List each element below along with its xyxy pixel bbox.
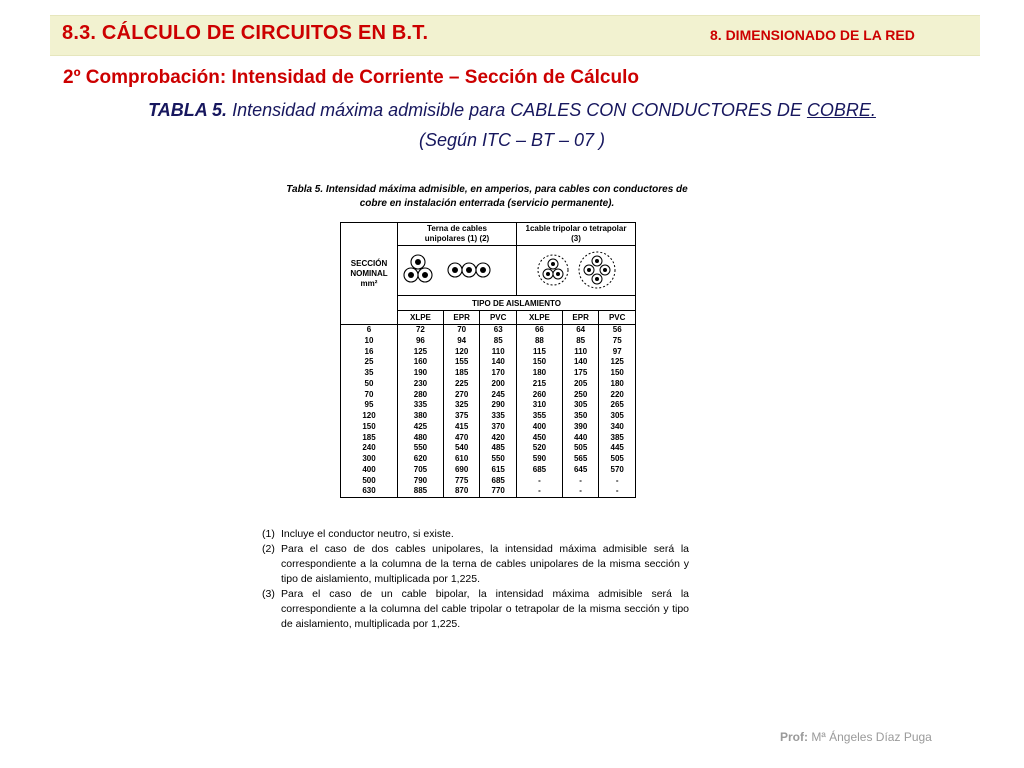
table-cell: 110	[491, 346, 505, 356]
table-caption	[262, 183, 712, 211]
multipolar-cable-figure	[517, 246, 636, 296]
table-cell: 230	[413, 378, 428, 388]
footnote	[262, 587, 689, 632]
table-cell: 70	[457, 325, 467, 334]
section-label: 8. DIMENSIONADO DE LA RED	[710, 27, 915, 43]
table-cell: 150	[610, 368, 624, 377]
values-column-tripolar-epr	[562, 325, 599, 498]
table-cell: 685	[491, 475, 505, 485]
table-cell: 270	[454, 389, 469, 399]
table-cell: 350	[573, 411, 588, 420]
group-header-unipolar	[398, 223, 517, 246]
table-cell: -	[615, 486, 619, 496]
table-cell: 63	[493, 325, 503, 334]
column-header-pvc: PVC	[599, 311, 636, 325]
section-value: 10	[364, 335, 374, 345]
table-cell: 770	[491, 486, 505, 496]
table-cell: 505	[573, 443, 588, 453]
table-cell: 305	[573, 400, 588, 410]
table-cell: 310	[532, 400, 547, 410]
values-column-tripolar-xlpe	[517, 325, 563, 498]
ampacity-table	[340, 222, 636, 498]
table-cell: 335	[413, 400, 428, 410]
table-cell: -	[538, 486, 541, 496]
table-cell: 610	[454, 454, 469, 463]
section-value: 400	[362, 464, 376, 474]
table-cell: 175	[573, 368, 588, 377]
table-cell: 220	[610, 389, 624, 399]
section-header	[341, 223, 398, 325]
table-cell: -	[615, 475, 619, 485]
group-header-line: unipolares (1) (2)	[424, 234, 490, 243]
table-cell: 155	[454, 357, 469, 367]
table-cell: 690	[454, 464, 469, 474]
table-cell: 180	[532, 368, 547, 377]
footnote	[262, 542, 689, 587]
table-cell: 775	[454, 475, 469, 485]
table-cell: 380	[413, 411, 428, 420]
table-cell: 120	[454, 346, 469, 356]
section-value: 25	[364, 357, 374, 367]
table-cell: -	[579, 475, 582, 485]
table-cell: 885	[413, 486, 428, 496]
column-header-pvc: PVC	[480, 311, 517, 325]
table-cell: 645	[573, 464, 588, 474]
table-cell: 335	[491, 411, 505, 420]
table-heading-label: TABLA 5.	[148, 100, 228, 120]
table-cell: 215	[532, 378, 547, 388]
insulation-header: TIPO DE AISLAMIENTO	[398, 296, 636, 311]
footer-label: Prof:	[780, 730, 808, 744]
column-header-epr: EPR	[562, 311, 599, 325]
caption-line-1: Tabla 5. Intensidad máxima admisible, en amperios, para cables con conductores de	[286, 184, 688, 195]
group-header-line: Terna de cables	[427, 224, 487, 233]
table-cell: 115	[532, 346, 546, 356]
values-column-unipolar-xlpe	[398, 325, 444, 498]
table-cell: 445	[610, 443, 624, 453]
table-cell: 94	[457, 335, 467, 345]
section-value: 70	[364, 389, 374, 399]
column-header-epr: EPR	[443, 311, 480, 325]
table-cell: 620	[413, 454, 428, 463]
section-value: 300	[362, 454, 376, 463]
subtitle: 2º Comprobación: Intensidad de Corriente – Sección de Cálculo	[63, 67, 639, 88]
table-cell: 375	[454, 411, 469, 420]
table-cell: 450	[532, 432, 547, 442]
section-value: 150	[362, 421, 376, 431]
unipolar-cables-icon	[398, 248, 516, 292]
table-cell: 565	[573, 454, 588, 463]
section-value: 50	[364, 378, 374, 388]
table-cell: 185	[454, 368, 469, 377]
section-header-line: SECCIÓN	[350, 258, 388, 268]
section-header-unit: mm²	[360, 278, 378, 288]
column-header-xlpe: XLPE	[517, 311, 563, 325]
table-cell: 150	[532, 357, 547, 367]
table-cell: 280	[413, 389, 428, 399]
footnote-number: (2)	[262, 543, 275, 555]
table-cell: 200	[491, 378, 505, 388]
table-cell: 470	[454, 432, 469, 442]
table-cell: 260	[532, 389, 547, 399]
author-footer	[780, 730, 932, 744]
section-value: 500	[362, 475, 376, 485]
table-cell: -	[579, 486, 582, 496]
table-cell: 485	[491, 443, 505, 453]
table-cell: 550	[491, 454, 505, 463]
table-cell: 590	[532, 454, 547, 463]
table-cell: 480	[413, 432, 428, 442]
table-heading-emphasis: COBRE.	[806, 100, 876, 120]
footer-name: Mª Ángeles Díaz Puga	[808, 730, 932, 744]
footnote-text: Para el caso de un cable bipolar, la intensidad máxima admisible será la correspondiente a la columna del cable tripolar o tetrapolar de la misma sección y tipo de aislamiento, multiplicada por 1,225.	[281, 588, 689, 630]
table-cell: 305	[610, 411, 624, 420]
caption-line-2: cobre en instalación enterrada (servicio permanente).	[359, 198, 615, 209]
table-cell: 96	[415, 335, 425, 345]
footnote	[262, 527, 689, 542]
table-cell: 56	[612, 325, 622, 334]
footnote-number: (1)	[262, 528, 275, 540]
section-value: 185	[362, 432, 376, 442]
table-cell: 425	[413, 421, 428, 431]
table-cell: 180	[610, 378, 624, 388]
section-value: 16	[364, 346, 374, 356]
table-cell: 325	[454, 400, 469, 410]
table-cell: 370	[491, 421, 505, 431]
table-cell: 505	[610, 454, 624, 463]
table-cell: 85	[576, 335, 586, 345]
table-cell: 205	[573, 378, 588, 388]
values-column-unipolar-pvc	[480, 325, 517, 498]
table-cell: 550	[413, 443, 428, 453]
footnotes	[262, 527, 689, 632]
table-cell: 400	[532, 421, 547, 431]
table-cell: 290	[491, 400, 505, 410]
table-cell: 66	[534, 325, 544, 334]
group-header-line: (3)	[571, 234, 581, 243]
page-title: 8.3. CÁLCULO DE CIRCUITOS EN B.T.	[62, 22, 429, 44]
table-cell: 390	[573, 421, 588, 431]
table-cell: 125	[610, 357, 624, 367]
table-reference: (Según ITC – BT – 07 )	[418, 130, 606, 150]
group-header-line: 1cable tripolar o tetrapolar	[525, 224, 627, 233]
table-cell: 225	[454, 378, 469, 388]
table-cell: 125	[413, 346, 428, 356]
section-value: 240	[362, 443, 376, 453]
section-value: 95	[364, 400, 374, 410]
multipolar-cable-icon	[517, 248, 635, 292]
section-value: 6	[366, 325, 372, 334]
table-cell: 355	[532, 411, 547, 420]
table-cell: 75	[612, 335, 622, 345]
table-cell: 140	[573, 357, 588, 367]
table-cell: 440	[573, 432, 588, 442]
table-cell: 72	[415, 325, 425, 334]
table-cell: 97	[612, 346, 622, 356]
table-cell: 245	[491, 389, 505, 399]
table-cell: 870	[454, 486, 469, 496]
table-cell: 790	[413, 475, 428, 485]
values-column-tripolar-pvc	[599, 325, 636, 498]
section-column	[341, 325, 398, 498]
table-cell: 140	[491, 357, 505, 367]
table-cell: 170	[491, 368, 505, 377]
table-cell: 340	[610, 421, 624, 431]
group-header-tripolar	[517, 223, 636, 246]
table-cell: 415	[454, 421, 469, 431]
section-value: 35	[364, 368, 374, 377]
table-cell: -	[538, 475, 541, 485]
table-cell: 385	[610, 432, 624, 442]
table-cell: 64	[576, 325, 586, 334]
column-header-xlpe: XLPE	[398, 311, 444, 325]
table-cell: 540	[454, 443, 469, 453]
section-value: 630	[362, 486, 376, 496]
table-heading	[0, 100, 1024, 121]
table-cell: 250	[573, 389, 588, 399]
table-cell: 615	[491, 464, 505, 474]
table-cell: 570	[610, 464, 624, 474]
footnote-number: (3)	[262, 588, 275, 600]
section-header-line: NOMINAL	[350, 268, 388, 278]
table-cell: 520	[532, 443, 547, 453]
table-cell: 160	[413, 357, 428, 367]
table-cell: 88	[534, 335, 544, 345]
table-heading-text: Intensidad máxima admisible para CABLES CON CONDUCTORES DE	[227, 100, 807, 120]
table-cell: 110	[574, 346, 588, 356]
footnote-text: Para el caso de dos cables unipolares, la intensidad máxima admisible será la correspondiente a la columna de la terna de cables unipolares de la misma sección y tipo de aislamiento, multiplicada por 1,225.	[281, 543, 689, 585]
section-value: 120	[362, 411, 376, 420]
values-column-unipolar-epr	[443, 325, 480, 498]
table-cell: 85	[493, 335, 503, 345]
table-cell: 190	[413, 368, 428, 377]
table-cell: 705	[413, 464, 428, 474]
footnote-text: Incluye el conductor neutro, si existe.	[281, 528, 454, 540]
table-cell: 265	[610, 400, 624, 410]
table-cell: 420	[491, 432, 505, 442]
table-cell: 685	[532, 464, 547, 474]
unipolar-cables-figure	[398, 246, 517, 296]
